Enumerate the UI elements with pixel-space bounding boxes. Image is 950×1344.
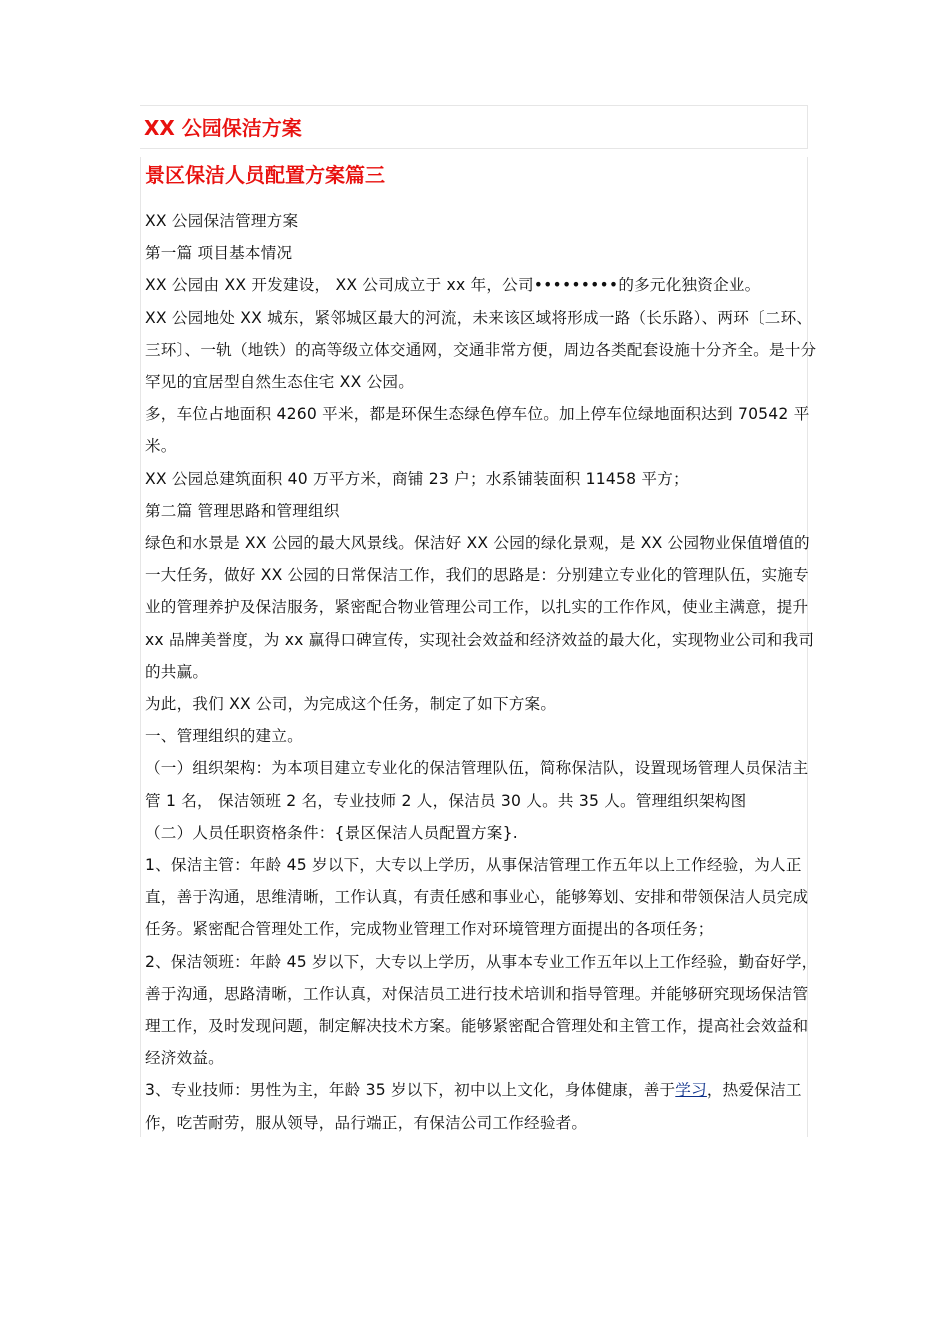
document-title-box bbox=[140, 105, 808, 149]
article-body bbox=[145, 205, 821, 1139]
technician-text-before: 3、专业技师：男性为主，年龄 35 岁以下，初中以上文化，身体健康，善于 bbox=[145, 1081, 676, 1100]
paragraph-supervisor: 1、保洁主管：年龄 45 岁以下，大专以上学历，从事保洁管理工作五年以上工作经验，为人正直，善于沟通，思维清晰，工作认真，有责任感和事业心，能够筹划、安排和带领保洁人员完成任务。紧密配合管理处工作，完成物业管理工作对环境管理方面提出的各项任务； bbox=[145, 856, 809, 939]
paragraph-technician bbox=[145, 1074, 821, 1138]
document-title: XX 公园保洁方案 bbox=[144, 116, 302, 140]
paragraph-chapter-two: 第二篇 管理思路和管理组织 bbox=[145, 501, 340, 520]
paragraph-area: XX 公园总建筑面积 40 万平方米，商铺 23 户；水系铺装面积 11458 平方； bbox=[145, 469, 689, 488]
paragraph-parking: 多，车位占地面积 4260 平米，都是环保生态绿色停车位。加上停车位绿地面积达到 70542 平米。 bbox=[145, 405, 810, 456]
paragraph-location: XX 公园地处 XX 城东，紧邻城区最大的河流，未来该区域将形成一路（长乐路）、两环〔二环、三环〕、一轨（地铁）的高等级立体交通网，交通非常方便，周边各类配套设施十分齐全。是十分罕见的宜居型自然生态住宅 XX 公园。 bbox=[145, 308, 817, 392]
paragraph-plan-title: XX 公园保洁管理方案 bbox=[145, 212, 299, 230]
paragraph-developer: XX 公园由 XX 开发建设， XX 公司成立于 xx 年，公司•••••••••的多元化独资企业。 bbox=[145, 276, 761, 295]
article-content bbox=[140, 157, 818, 1137]
paragraph-team-leader: 2、保洁领班：年龄 45 岁以下，大专以上学历，从事本专业工作五年以上工作经验，勤奋好学，善于沟通，思路清晰，工作认真，对保洁员工进行技术培训和指导管理。并能够研究现场保洁管理工作，及时发现问题，制定解决技术方案。能够紧密配合管理处和主管工作，提高社会效益和经济效益。 bbox=[145, 952, 818, 1068]
study-link[interactable]: 学习 bbox=[675, 1081, 707, 1100]
technician-text-after: ，热爱保洁工作，吃苦耐劳，服从领导，品行端正，有保洁公司工作经验者。 bbox=[145, 1081, 802, 1132]
paragraph-plan-intro: 为此，我们 XX 公司，为完成这个任务，制定了如下方案。 bbox=[145, 695, 557, 714]
paragraph-chapter-one: 第一篇 项目基本情况 bbox=[145, 244, 293, 263]
paragraph-qualifications: （二）人员任职资格条件：{景区保洁人员配置方案}. bbox=[145, 823, 518, 842]
paragraph-org-structure: （一）组织架构：为本项目建立专业化的保洁管理队伍，简称保洁队，设置现场管理人员保洁主管 1 名， 保洁领班 2 名，专业技师 2 人，保洁员 30 人。共 35 人。管理组织架构图 bbox=[145, 759, 809, 810]
section-title: 景区保洁人员配置方案篇三 bbox=[145, 163, 385, 187]
paragraph-approach: 绿色和水景是 XX 公园的最大风景线。保洁好 XX 公园的绿化景观，是 XX 公园物业保值增值的一大任务，做好 XX 公园的日常保洁工作，我们的思路是：分别建立专业化的管理队伍，实施专业的管理养护及保洁服务，紧密配合物业管理公司工作，以扎实的工作作风，使业主满意，提升 xx 品牌美誉度，为 xx 赢得口碑宣传，实现社会效益和经济效益的最大化，实现物业公司和我司的共赢。 bbox=[145, 534, 815, 681]
paragraph-org-heading: 一、管理组织的建立。 bbox=[145, 727, 303, 746]
